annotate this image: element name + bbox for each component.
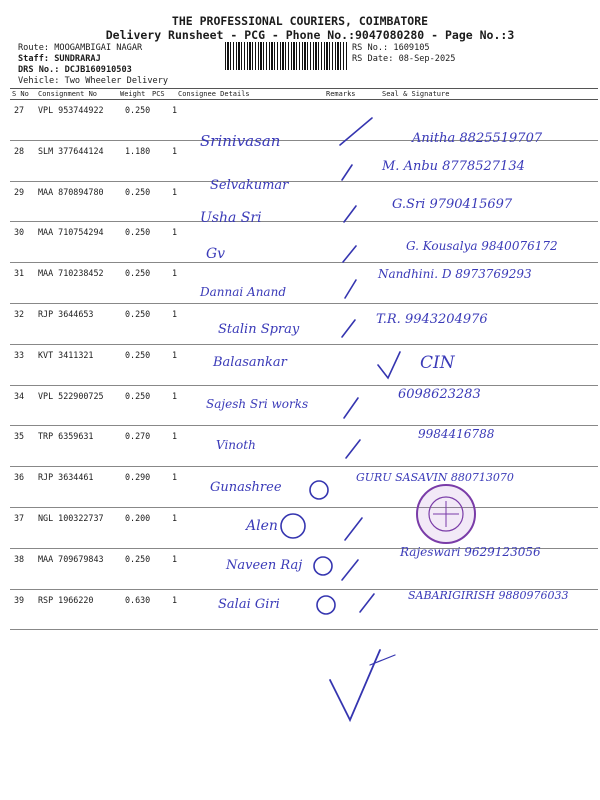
consignment-number: VPL 953744922 — [38, 105, 104, 115]
weight-value: 0.290 — [125, 472, 151, 483]
consignee-handwritten-name: Balasankar — [213, 355, 287, 370]
remark-tick — [378, 352, 400, 378]
consignee-handwritten-name: Alen — [246, 518, 278, 534]
weight-value: 0.250 — [125, 553, 151, 564]
remark-tick — [345, 518, 362, 540]
weight-value: 0.250 — [125, 349, 151, 360]
col-weight-header: Weight — [120, 90, 146, 98]
pcs-value: 1 — [172, 390, 178, 401]
consignee-handwritten-name: Sajesh Sri works — [206, 397, 309, 411]
route-label: Route: MOOGAMBIGAI NAGAR — [18, 43, 143, 53]
weight-value: 0.250 — [125, 227, 151, 238]
receiver-signature-text: Anitha 8825519707 — [412, 131, 543, 146]
consignment-number: SLM 377644124 — [38, 145, 104, 156]
consignee-handwritten-name: Vinoth — [216, 438, 256, 452]
row-sno: 39 — [14, 594, 25, 605]
receiver-signature-text: 9984416788 — [418, 427, 495, 441]
col-consignee-header: Consignee Details — [178, 90, 250, 98]
consignment-number: RJP 3634461 — [38, 472, 94, 483]
consignment-number: MAA 710754294 — [38, 227, 104, 238]
weight-value: 0.250 — [125, 309, 151, 319]
consignee-handwritten-name: Stalin Spray — [218, 322, 300, 337]
pcs-value: 1 — [172, 268, 178, 279]
remark-tick — [340, 118, 372, 145]
remark-tick — [360, 594, 374, 612]
receiver-signature-text: G.Sri 9790415697 — [392, 197, 513, 212]
col-sno-header: S No — [12, 90, 29, 98]
pcs-value: 1 — [172, 431, 178, 442]
weight-value: 0.250 — [125, 105, 151, 115]
receiver-signature-text: T.R. 9943204976 — [376, 312, 488, 327]
receiver-signature-text: CIN — [420, 353, 455, 373]
remark-tick — [346, 440, 360, 458]
row-sno: 38 — [14, 553, 25, 564]
receiver-signature-text: M. Anbu 8778527134 — [382, 159, 525, 174]
consignee-handwritten-name: Gunashree — [210, 480, 282, 495]
col-seal-header: Seal & Signature — [382, 90, 450, 98]
consignment-number: KVT 3411321 — [38, 349, 94, 360]
weight-value: 0.250 — [125, 390, 151, 401]
col-pcs-header: PCS — [152, 90, 165, 98]
pcs-value: 1 — [172, 553, 178, 564]
row-sno: 36 — [14, 472, 25, 483]
row-sno: 33 — [14, 349, 25, 360]
rs-number: RS No.: 1609105 — [352, 43, 430, 53]
consignment-number: TRP 6359631 — [38, 431, 94, 442]
pcs-value: 1 — [172, 472, 178, 483]
vehicle-label: Vehicle: Two Wheeler Delivery — [18, 76, 169, 86]
final-check-tail — [370, 655, 395, 665]
rs-date: RS Date: 08-Sep-2025 — [352, 54, 456, 64]
consignment-number: VPL 522900725 — [38, 390, 104, 401]
row-sno: 37 — [14, 513, 25, 523]
receiver-signature-text: 6098623283 — [398, 387, 481, 402]
consignment-number: MAA 709679843 — [38, 553, 104, 564]
final-check-mark — [330, 650, 380, 720]
remark-tick — [345, 280, 356, 298]
p-circle-mark — [281, 514, 305, 538]
pcs-value: 1 — [172, 349, 178, 360]
remark-tick — [342, 320, 355, 337]
consignee-handwritten-name: Usha Sri — [200, 210, 262, 226]
pcs-value: 1 — [172, 513, 178, 523]
receiver-signature-text: SABARIGIRISH 9880976033 — [408, 589, 569, 602]
row-sno: 29 — [14, 186, 25, 197]
remark-tick — [344, 206, 356, 222]
consignee-handwritten-name: Selvakumar — [210, 178, 289, 193]
weight-value: 0.270 — [125, 431, 151, 442]
p-circle-mark — [314, 557, 332, 575]
receiver-signature-text: GURU SASAVIN 880713070 — [356, 471, 514, 484]
consignee-handwritten-name: Dannai Anand — [200, 285, 286, 299]
consignment-number: RSP 1966220 — [38, 594, 94, 605]
consignee-handwritten-name: Salai Giri — [218, 597, 280, 612]
pcs-value: 1 — [172, 186, 178, 197]
weight-value: 0.250 — [125, 186, 151, 197]
p-circle-mark — [310, 481, 328, 499]
col-consignment-header: Consignment No — [38, 90, 98, 98]
row-sno: 28 — [14, 145, 25, 156]
consignee-handwritten-name: Gv — [206, 246, 226, 262]
weight-value: 0.250 — [125, 268, 151, 279]
remark-tick — [342, 560, 358, 580]
receiver-signature-text: G. Kousalya 9840076172 — [406, 239, 558, 253]
weight-value: 1.180 — [125, 145, 151, 156]
company-title: THE PROFESSIONAL COURIERS, COIMBATORE — [171, 14, 429, 28]
receiver-signature-text: Rajeswari 9629123056 — [400, 545, 541, 559]
pcs-value: 1 — [172, 594, 178, 605]
receiver-signature-text: Nandhini. D 8973769293 — [378, 267, 532, 281]
weight-value: 0.630 — [125, 594, 151, 605]
consignment-number: MAA 710238452 — [38, 268, 104, 279]
rubber-stamp-seal — [417, 485, 475, 543]
remark-tick — [344, 398, 358, 418]
col-remarks-header: Remarks — [326, 90, 356, 98]
consignee-handwritten-name: Srinivasan — [200, 132, 281, 150]
remark-tick — [342, 165, 352, 180]
p-circle-mark — [317, 596, 335, 614]
weight-value: 0.200 — [125, 513, 151, 523]
staff-label: Staff: SUNDRARAJ — [18, 54, 101, 64]
pcs-value: 1 — [172, 105, 178, 115]
consignment-number: RJP 3644653 — [38, 309, 94, 319]
consignment-number: MAA 870894780 — [38, 186, 104, 197]
consignee-handwritten-name: Naveen Raj — [226, 558, 303, 573]
row-sno: 31 — [14, 268, 25, 279]
row-sno: 30 — [14, 227, 25, 238]
row-sno: 35 — [14, 431, 25, 442]
runsheet-subtitle: Delivery Runsheet - PCG - Phone No.:9047080280 - Page No.:3 — [105, 28, 515, 42]
drs-label: DRS No.: DCJB160910503 — [18, 65, 132, 75]
consignment-number: NGL 100322737 — [38, 513, 104, 523]
row-sno: 27 — [14, 105, 25, 115]
pcs-value: 1 — [172, 145, 178, 156]
row-sno: 32 — [14, 309, 25, 319]
row-sno: 34 — [14, 390, 25, 401]
pcs-value: 1 — [172, 309, 178, 319]
remark-tick — [343, 246, 356, 262]
pcs-value: 1 — [172, 227, 178, 238]
